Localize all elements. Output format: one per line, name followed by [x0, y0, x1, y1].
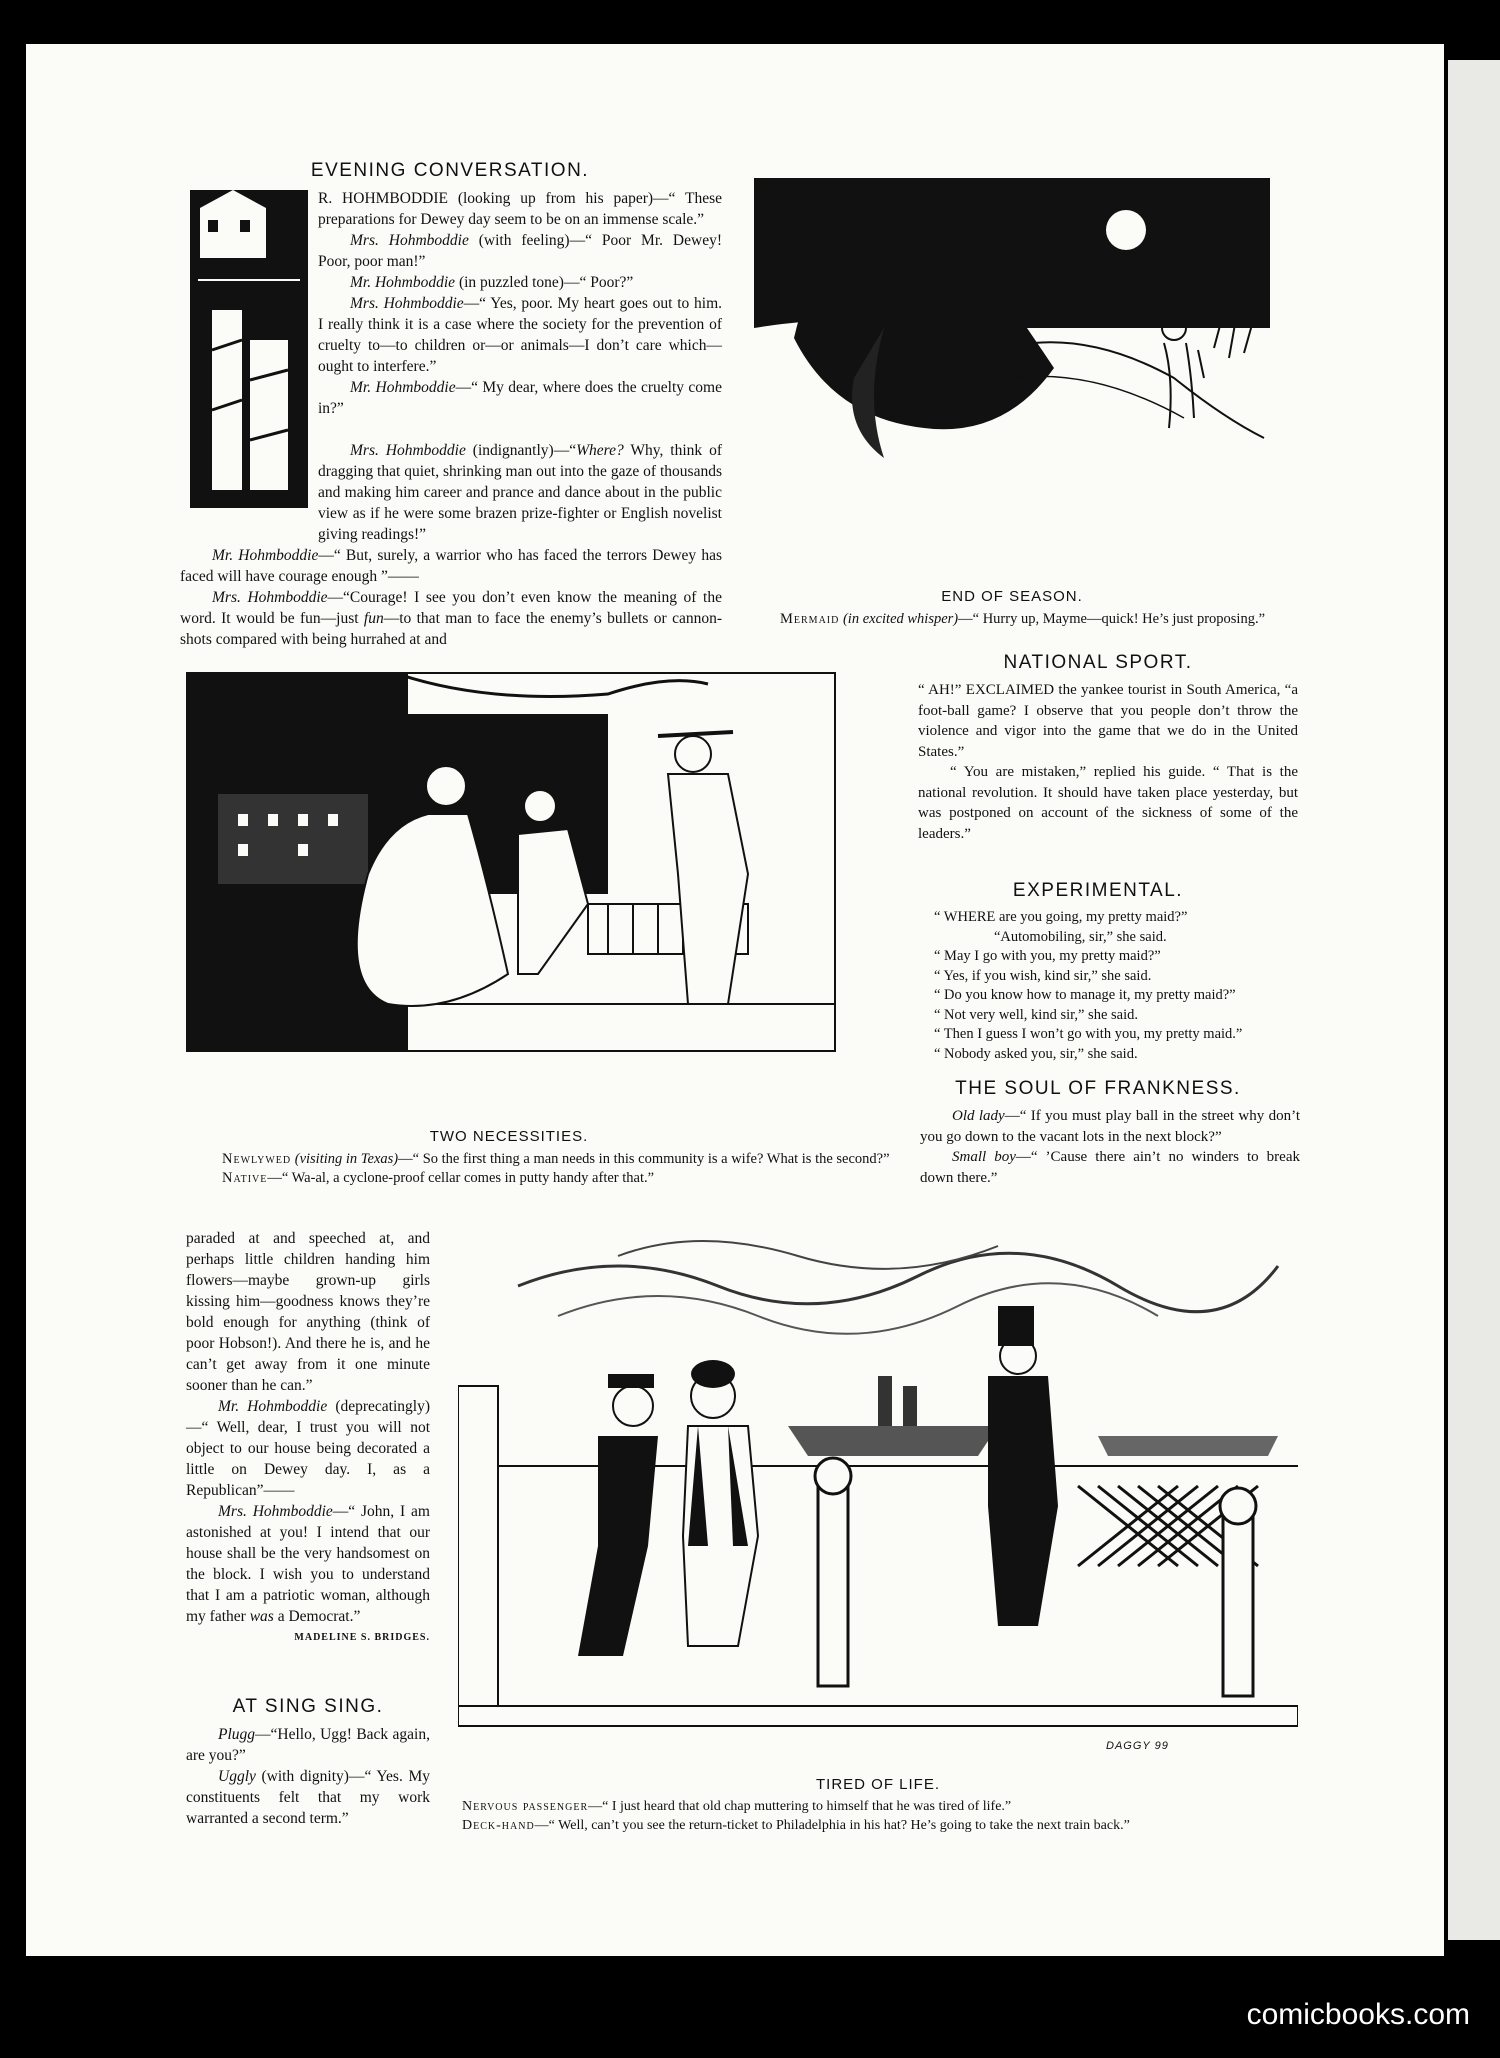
experimental-title: EXPERIMENTAL. [1012, 880, 1184, 901]
tired-of-life-caption [462, 1797, 1312, 1835]
evening-p1: R. HOHMBODDIE (looking up from his paper)—“ These preparations for Dewey day seem to be on an immense scale.” [318, 190, 722, 228]
evening-author: MADELINE S. BRIDGES. [294, 1632, 430, 1643]
evening-p6: Mrs. Hohmboddie (indignantly)—“Where? Why, think of dragging that quiet, shrinking man out into the gaze of thousands and making him career and prance and dance about in the public view as if he were some brazen prize-fighter or English novelist giving readings!” [318, 442, 722, 543]
national-sport-title: NATIONAL SPORT. [1003, 652, 1193, 673]
tired-of-life-line-1: Nervous passenger—“ I just heard that old chap muttering to himself that he was tired of life.” [462, 1799, 1012, 1814]
verse-line: “ Then I guess I won’t go with you, my pretty maid.” [934, 1026, 1243, 1042]
verse-line: “ WHERE are you going, my pretty maid?” [934, 909, 1188, 925]
verse-line: “Automobiling, sir,” she said. [994, 928, 1167, 945]
verse-line: “ Not very well, kind sir,” she said. [934, 1006, 1138, 1023]
tired-of-life-title: TIRED OF LIFE. [815, 1776, 940, 1793]
site-watermark: comicbooks.com [1246, 1998, 1470, 2031]
verse-line: “ May I go with you, my pretty maid?” [934, 948, 1161, 964]
verse-line: “ Nobody asked you, sir,” she said. [934, 1045, 1138, 1062]
end-of-season-illustration [754, 178, 1270, 476]
tired-of-life-illustration [458, 1226, 1298, 1760]
sing-sing-p2: Uggly (with dignity)—“ Yes. My constituents felt that my work warranted a second term.” [186, 1768, 430, 1827]
verse-line: “ Yes, if you wish, kind sir,” she said. [934, 967, 1152, 984]
sing-sing-title: AT SING SING. [232, 1696, 384, 1717]
evening-p2: Mrs. Hohmboddie (with feeling)—“ Poor Mr. Dewey! Poor, poor man!” [318, 232, 722, 270]
frankness-body [920, 1106, 1300, 1188]
two-necessities-caption [186, 1150, 896, 1188]
two-necessities-title: TWO NECESSITIES. [429, 1128, 589, 1145]
national-sport-p1: “ AH!” EXCLAIMED the yankee tourist in South America, “a foot-ball game? I observe that you people don’t throw the violence and vigor into the game that we do in the United States.” [918, 682, 1298, 760]
evening-c3: Mrs. Hohmboddie—“ John, I am astonished at you! I intend that our house shall be the very handsomest on the block. I wish you to understand that I am a patriotic woman, although my father was a Democrat.” [186, 1503, 430, 1625]
evening-col-full [180, 440, 722, 650]
two-necessities-line-1: Newlywed (visiting in Texas)—“ So the first thing a man needs in this community is a wife? What is the second?” [222, 1151, 890, 1167]
two-necessities-illustration [186, 672, 836, 1052]
frankness-p2: Small boy—“ ’Cause there ain’t no winders to break down there.” [920, 1149, 1300, 1186]
evening-title: EVENING CONVERSATION. [310, 160, 590, 181]
evening-col-top-right [318, 188, 722, 419]
tired-of-life-line-2: Deck-hand—“ Well, can’t you see the return-ticket to Philadelphia in his hat? He’s going to take the next train back.” [462, 1818, 1130, 1833]
frankness-p1: Old lady—“ If you must play ball in the street why don’t you go down to the vacant lots in the next block?” [920, 1108, 1300, 1145]
evening-p5: Mr. Hohmboddie—“ My dear, where does the cruelty come in?” [318, 379, 722, 417]
facing-page-edge [1448, 60, 1500, 1940]
evening-c1: paraded at and speeched at, and perhaps little children handing him flowers—maybe grown-up girls kissing him—goodness knows they’re bold enough for anything (think of poor Hobson!). And there he is, and he can’t get away from it one minute sooner than he can.” [186, 1230, 430, 1394]
experimental-verse [934, 908, 1294, 1064]
sing-sing-body [186, 1724, 430, 1829]
evening-col-continued [186, 1228, 430, 1648]
evening-p3: Mr. Hohmboddie (in puzzled tone)—“ Poor?” [350, 274, 634, 291]
evening-c2: Mr. Hohmboddie (deprecatingly)—“ Well, dear, I trust you will not object to our house being decorated a little on Dewey day. I, as a Republican”—— [186, 1398, 430, 1499]
evening-p8: Mrs. Hohmboddie—“Courage! I see you don’t even know the meaning of the word. It would be fun—just fun—to that man to face the enemy’s bullets or cannon-shots compared with being hurrahed at and [180, 589, 722, 648]
evening-p7: Mr. Hohmboddie—“ But, surely, a warrior who has faced the terrors Dewey has faced will have courage enough ”—— [180, 547, 722, 585]
evening-p4: Mrs. Hohmboddie—“ Yes, poor. My heart goes out to him. I really think it is a case where the society for the prevention of cruelty to—to children or—or animals—I don’t care which—ought to interfere.” [318, 295, 722, 375]
end-of-season-caption: Mermaid (in excited whisper)—“ Hurry up, Mayme—quick! He’s just proposing.” [780, 611, 1266, 627]
national-sport-body [918, 680, 1298, 844]
frankness-title: THE SOUL OF FRANKNESS. [955, 1078, 1241, 1099]
national-sport-p2: “ You are mistaken,” replied his guide. “ That is the national revolution. It should have taken place yesterday, but was postponed on account of the sickness of some of the leaders.” [918, 764, 1298, 842]
end-of-season-title: END OF SEASON. [941, 588, 1083, 605]
two-necessities-line-2: Native—“ Wa-al, a cyclone-proof cellar comes in putty handy after that.” [222, 1170, 655, 1186]
sing-sing-p1: Plugg—“Hello, Ugg! Back again, are you?” [186, 1726, 430, 1764]
verse-line: “ Do you know how to manage it, my pretty maid?” [934, 987, 1236, 1003]
artist-signature: DAGGY 99 [1106, 1740, 1169, 1752]
